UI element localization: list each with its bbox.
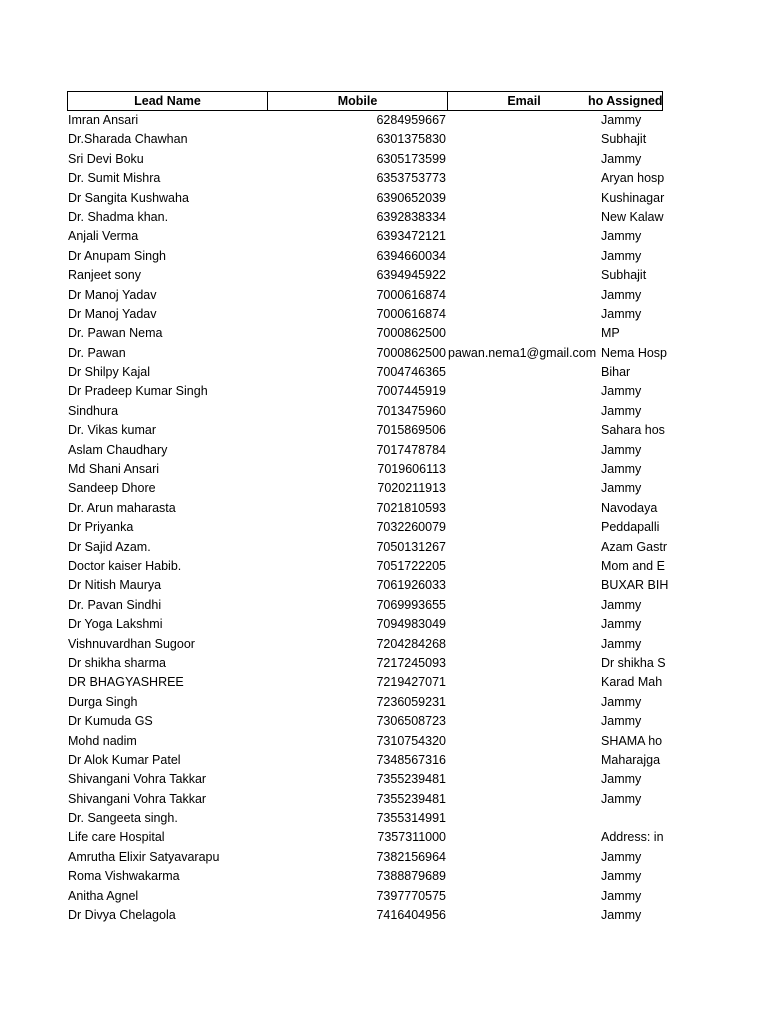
table-row — [67, 169, 663, 188]
assigned-cell: Jammy — [601, 442, 642, 457]
email-cell — [448, 790, 608, 809]
email-cell — [448, 363, 608, 382]
table-row — [67, 809, 663, 828]
mobile-cell: 7357311000 — [377, 830, 446, 845]
lead-name-cell: Doctor kaiser Habib. — [68, 558, 182, 573]
lead-name-cell: Anitha Agnel — [68, 888, 139, 903]
mobile-cell: 7397770575 — [376, 888, 446, 903]
mobile-cell: 7051722205 — [376, 558, 446, 573]
assigned-cell: Jammy — [601, 772, 642, 787]
mobile-cell: 6305173599 — [376, 151, 446, 166]
lead-name-cell: Amrutha Elixir Satyavarapu — [68, 849, 220, 864]
table-row — [67, 344, 667, 363]
mobile-cell: 7020211913 — [377, 481, 446, 496]
table-row — [67, 189, 663, 208]
mobile-cell: 7000616874 — [376, 287, 446, 302]
table-row — [67, 596, 663, 615]
table-row — [67, 499, 663, 518]
column-header-mobile: Mobile — [268, 92, 448, 110]
email-cell — [448, 751, 608, 770]
table-row — [67, 615, 663, 634]
mobile-cell: 7004746365 — [376, 365, 446, 380]
mobile-cell: 7355239481 — [376, 772, 446, 787]
table-row — [67, 538, 667, 557]
email-cell — [448, 460, 608, 479]
email-cell — [448, 402, 608, 421]
email-cell — [448, 382, 608, 401]
email-cell — [448, 266, 608, 285]
lead-name-cell: Dr Nitish Maurya — [68, 578, 162, 593]
email-cell — [448, 770, 608, 789]
assigned-cell: Jammy — [601, 888, 642, 903]
table-row — [67, 828, 663, 847]
table-row — [67, 402, 663, 421]
email-cell — [448, 828, 608, 847]
table-row — [67, 421, 663, 440]
mobile-cell: 7306508723 — [376, 714, 446, 729]
assigned-cell: Dr shikha S — [601, 655, 666, 670]
lead-name-cell: Md Shani Ansari — [68, 462, 160, 477]
table-row — [67, 479, 663, 498]
table-row — [67, 848, 663, 867]
assigned-cell: Jammy — [601, 229, 642, 244]
mobile-cell: 7355314991 — [376, 811, 446, 826]
table-row — [67, 673, 663, 692]
mobile-cell: 7236059231 — [376, 694, 446, 709]
lead-name-cell: Dr Shilpy Kajal — [68, 365, 150, 380]
lead-name-cell: Life care Hospital — [68, 830, 165, 845]
table-row — [67, 906, 663, 925]
table-row — [67, 635, 663, 654]
email-cell — [448, 130, 608, 149]
lead-name-cell: Dr Alok Kumar Patel — [68, 752, 181, 767]
assigned-cell: New Kalaw — [601, 209, 664, 224]
email-cell — [448, 208, 608, 227]
table-row — [67, 732, 663, 751]
assigned-cell: Sahara hos — [601, 423, 665, 438]
mobile-cell: 7007445919 — [376, 384, 446, 399]
assigned-cell: Jammy — [601, 287, 642, 302]
lead-name-cell: Sri Devi Boku — [68, 151, 144, 166]
assigned-cell: Jammy — [601, 849, 642, 864]
assigned-cell: Jammy — [601, 869, 642, 884]
lead-name-cell: Roma Vishwakarma — [68, 869, 180, 884]
lead-name-cell: Anjali Verma — [68, 229, 139, 244]
lead-name-cell: Dr. Vikas kumar — [68, 423, 156, 438]
email-cell — [448, 906, 608, 925]
table-row — [67, 227, 663, 246]
mobile-cell: 6394660034 — [376, 248, 446, 263]
assigned-cell: Peddapalli — [601, 520, 660, 535]
lead-name-cell: Dr Yoga Lakshmi — [68, 617, 163, 632]
mobile-cell: 7219427071 — [376, 675, 446, 690]
lead-name-cell: Dr Anupam Singh — [68, 248, 166, 263]
lead-name-cell: Durga Singh — [68, 694, 138, 709]
assigned-cell: Jammy — [601, 694, 642, 709]
assigned-cell: Jammy — [601, 636, 642, 651]
table-row — [67, 790, 663, 809]
mobile-cell: 6390652039 — [376, 190, 446, 205]
table-body — [67, 111, 669, 925]
column-header-assigned — [588, 92, 663, 110]
assigned-cell: Mom and E — [601, 558, 665, 573]
mobile-cell: 7094983049 — [376, 617, 446, 632]
assigned-cell: BUXAR BIH — [601, 578, 669, 593]
assigned-cell: MP — [601, 326, 620, 341]
assigned-cell: Jammy — [601, 791, 642, 806]
table-row — [67, 460, 663, 479]
table-row — [67, 712, 663, 731]
lead-name-cell: Mohd nadim — [68, 733, 137, 748]
email-cell — [448, 518, 608, 537]
email-cell — [448, 499, 608, 518]
mobile-cell: 7000862500 — [376, 326, 446, 341]
table-row — [67, 247, 663, 266]
lead-name-cell: Dr Priyanka — [68, 520, 134, 535]
mobile-cell: 7416404956 — [376, 908, 446, 923]
table-row — [67, 751, 663, 770]
mobile-cell: 7050131267 — [376, 539, 446, 554]
lead-name-cell: Dr.Sharada Chawhan — [68, 132, 188, 147]
email-cell — [448, 693, 608, 712]
email-cell — [448, 654, 608, 673]
email-cell — [448, 169, 608, 188]
column-header-assigned-label: ho Assigned — [588, 94, 663, 108]
email-cell — [448, 557, 608, 576]
email-cell — [448, 421, 608, 440]
table-row — [67, 305, 663, 324]
table-row — [67, 324, 663, 343]
mobile-cell: 7017478784 — [376, 442, 446, 457]
assigned-cell: Jammy — [601, 306, 642, 321]
column-header-lead-name: Lead Name — [68, 92, 268, 110]
email-cell — [448, 189, 608, 208]
assigned-cell: Jammy — [601, 462, 642, 477]
mobile-cell: 7021810593 — [376, 500, 446, 515]
mobile-cell: 7348567316 — [376, 752, 446, 767]
mobile-cell: 6353753773 — [376, 171, 446, 186]
email-cell — [448, 150, 608, 169]
table-row — [67, 557, 663, 576]
mobile-cell: 7310754320 — [376, 733, 446, 748]
email-cell — [448, 867, 608, 886]
table-row — [67, 266, 663, 285]
email-cell — [448, 615, 608, 634]
assigned-cell: Jammy — [601, 617, 642, 632]
assigned-cell: Maharajga — [601, 752, 661, 767]
assigned-cell: Karad Mah — [601, 675, 663, 690]
lead-name-cell: Dr Sangita Kushwaha — [68, 190, 189, 205]
mobile-cell: 7388879689 — [376, 869, 446, 884]
lead-name-cell: Dr Divya Chelagola — [68, 908, 176, 923]
lead-name-cell: Imran Ansari — [68, 113, 139, 127]
assigned-cell: Jammy — [601, 597, 642, 612]
email-cell — [448, 712, 608, 731]
email-cell — [448, 305, 608, 324]
mobile-cell: 7217245093 — [376, 655, 446, 670]
email-cell — [448, 247, 608, 266]
table-row — [67, 208, 663, 227]
mobile-cell: 7019606113 — [377, 462, 446, 477]
table-row — [67, 887, 663, 906]
lead-name-cell: Dr. Sangeeta singh. — [68, 811, 178, 826]
email-cell — [448, 848, 608, 867]
lead-name-cell: Shivangani Vohra Takkar — [68, 791, 207, 806]
lead-name-cell: Dr shikha sharma — [68, 655, 166, 670]
email-cell — [448, 576, 608, 595]
email-cell — [448, 441, 608, 460]
lead-name-cell: Dr. Pawan Nema — [68, 326, 163, 341]
email-cell — [448, 596, 608, 615]
email-cell — [448, 673, 608, 692]
assigned-cell: Aryan hosp — [601, 171, 665, 186]
lead-name-cell: Sindhura — [68, 403, 119, 418]
lead-name-cell: Dr Manoj Yadav — [68, 287, 157, 302]
email-cell — [448, 538, 608, 557]
lead-name-cell: DR BHAGYASHREE — [68, 675, 184, 690]
email-cell — [448, 732, 608, 751]
email-cell — [448, 286, 608, 305]
assigned-cell: Jammy — [601, 403, 642, 418]
lead-name-cell: Ranjeet sony — [68, 268, 141, 283]
table-row — [67, 286, 663, 305]
mobile-cell: 7355239481 — [376, 791, 446, 806]
mobile-cell: 7015869506 — [376, 423, 446, 438]
mobile-cell: 7069993655 — [376, 597, 446, 612]
table-row — [67, 576, 669, 595]
mobile-cell: 6392838334 — [376, 209, 446, 224]
mobile-cell: 7061926033 — [376, 578, 446, 593]
lead-name-cell: Aslam Chaudhary — [68, 442, 168, 457]
assigned-cell: Jammy — [601, 481, 642, 496]
assigned-cell: Azam Gastr — [601, 539, 667, 554]
assigned-cell: Subhajit — [601, 268, 647, 283]
table-header-row — [67, 91, 663, 111]
email-cell — [448, 635, 608, 654]
assigned-cell: Bihar — [601, 365, 631, 380]
mobile-cell: 6301375830 — [376, 132, 446, 147]
lead-name-cell: Dr Sajid Azam. — [68, 539, 151, 554]
table-row — [67, 441, 663, 460]
table-row — [67, 363, 663, 382]
lead-name-cell: Dr. Pavan Sindhi — [68, 597, 162, 612]
assigned-cell: Nema Hosp — [601, 345, 667, 360]
lead-name-cell: Dr Manoj Yadav — [68, 306, 157, 321]
mobile-cell: 7204284268 — [376, 636, 446, 651]
mobile-cell: 7000616874 — [376, 306, 446, 321]
table-row — [67, 770, 663, 789]
email-cell: pawan.nema1@gmail.com — [448, 345, 597, 360]
mobile-cell: 6393472121 — [376, 229, 446, 244]
table-row — [67, 382, 663, 401]
lead-name-cell: Shivangani Vohra Takkar — [68, 772, 207, 787]
lead-name-cell: Dr. Pawan — [68, 345, 126, 360]
email-cell — [448, 809, 608, 828]
lead-table — [67, 91, 669, 925]
assigned-cell: Jammy — [601, 151, 642, 166]
email-cell — [448, 227, 608, 246]
lead-name-cell: Dr Kumuda GS — [68, 714, 153, 729]
lead-name-cell: Dr. Shadma khan. — [68, 209, 169, 224]
email-cell — [448, 479, 608, 498]
table-row — [67, 111, 663, 130]
lead-name-cell: Dr. Sumit Mishra — [68, 171, 161, 186]
assigned-cell: Jammy — [601, 908, 642, 923]
assigned-cell: SHAMA ho — [601, 733, 663, 748]
mobile-cell: 7000862500 — [376, 345, 446, 360]
lead-name-cell: Sandeep Dhore — [68, 481, 156, 496]
email-cell — [448, 324, 608, 343]
table-row — [67, 130, 663, 149]
table-row — [67, 693, 663, 712]
mobile-cell: 7013475960 — [376, 403, 446, 418]
mobile-cell: 7382156964 — [376, 849, 446, 864]
assigned-cell: Jammy — [601, 248, 642, 263]
mobile-cell: 6394945922 — [376, 268, 446, 283]
email-cell — [448, 111, 608, 130]
assigned-cell — [601, 809, 662, 828]
assigned-cell: Navodaya — [601, 500, 658, 515]
column-header-email: Email — [507, 94, 541, 108]
table-row — [67, 518, 663, 537]
email-cell — [448, 887, 608, 906]
assigned-cell: Subhajit — [601, 132, 647, 147]
table-row — [67, 654, 666, 673]
mobile-cell: 6284959667 — [376, 113, 446, 127]
lead-name-cell: Dr Pradeep Kumar Singh — [68, 384, 208, 399]
table-row — [67, 867, 663, 886]
assigned-cell: Jammy — [601, 384, 642, 399]
lead-name-cell: Vishnuvardhan Sugoor — [68, 636, 195, 651]
assigned-cell: Jammy — [601, 714, 642, 729]
assigned-cell: Jammy — [601, 113, 642, 127]
assigned-cell: Address: in — [601, 830, 664, 845]
lead-name-cell: Dr. Arun maharasta — [68, 500, 176, 515]
mobile-cell: 7032260079 — [376, 520, 446, 535]
assigned-cell: Kushinagar — [601, 190, 665, 205]
table-row — [67, 150, 663, 169]
